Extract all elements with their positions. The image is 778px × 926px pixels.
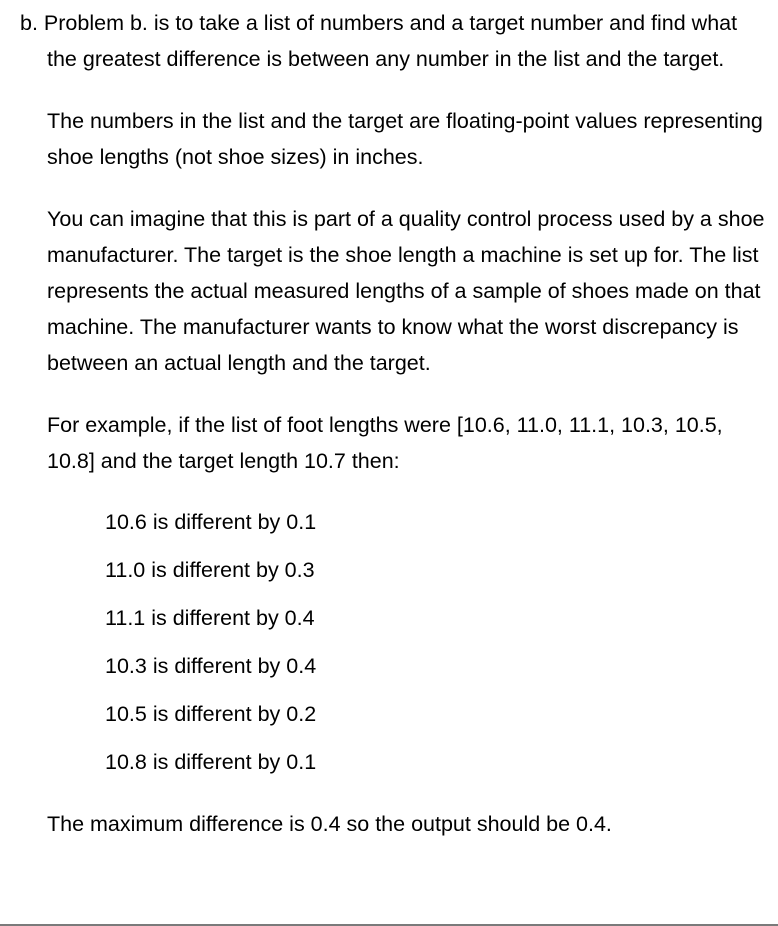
problem-intro-paragraph [0, 5, 778, 77]
values-paragraph: The numbers in the list and the target are floating-point values representing shoe lengths (not shoe sizes) in inches. [47, 109, 763, 169]
list-item: 10.6 is different by 0.1 [105, 510, 317, 534]
difference-list [0, 504, 778, 780]
list-item: 10.5 is different by 0.2 [105, 702, 317, 726]
problem-b [0, 5, 778, 842]
problem-marker: b. [20, 11, 38, 35]
example-paragraph: For example, if the list of foot lengths were [10.6, 11.0, 11.1, 10.3, 10.5, 10.8] and the target length 10.7 then: [47, 413, 723, 473]
list-item: 11.0 is different by 0.3 [105, 558, 315, 582]
conclusion-paragraph: The maximum difference is 0.4 so the output should be 0.4. [47, 812, 612, 836]
list-item: 10.8 is different by 0.1 [105, 750, 317, 774]
context-paragraph: You can imagine that this is part of a quality control process used by a shoe manufacturer. The target is the shoe length a machine is set up for. The list represents the actual measured lengths of a sample of shoes made on that machine. The manufacturer wants to know what the worst discrepancy is between an actual length and the target. [47, 207, 765, 375]
list-item: 10.3 is different by 0.4 [105, 654, 317, 678]
list-item: 11.1 is different by 0.4 [105, 606, 315, 630]
problem-intro-text: Problem b. is to take a list of numbers and a target number and find what the greatest difference is between any number in the list and the target. [43, 11, 738, 71]
